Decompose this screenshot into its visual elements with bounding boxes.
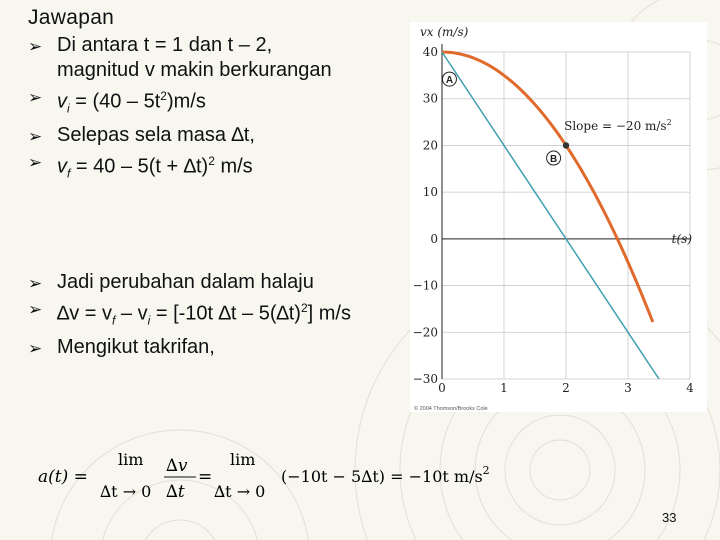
bullet-text: )m/s — [166, 90, 206, 113]
limit-symbol-1: lim — [118, 450, 144, 469]
fraction-numerator: ∆v — [166, 456, 188, 476]
subscript: f — [112, 313, 116, 328]
slope-annotation: Slope = −20 $m/s^2$ — [564, 118, 672, 134]
bullet-text: Mengikut takrifan, — [57, 335, 215, 358]
chart-svg — [410, 22, 707, 412]
subscript: f — [67, 166, 71, 181]
bullet-text: = 40 – 5(t + ∆t) — [70, 155, 209, 178]
arrow-bullet-icon: ➢ — [28, 37, 43, 56]
superscript: 2 — [300, 301, 308, 315]
limit-subscript-1: ∆t → 0 — [100, 482, 152, 501]
arrow-bullet-icon: ➢ — [28, 338, 43, 358]
equation-lhs: a(t) = — [38, 467, 88, 487]
bullet-item — [24, 84, 354, 122]
marker-a-label: A — [445, 75, 454, 87]
arrow-bullet-icon: ➢ — [28, 152, 43, 172]
subscript: i — [67, 101, 70, 116]
bullet-text: v — [57, 155, 67, 178]
superscript: 2 — [160, 89, 167, 103]
marker-b-label: B — [549, 154, 558, 166]
x-axis-label: t(s) — [671, 232, 692, 246]
velocity-curve — [442, 52, 653, 322]
chart-marks — [442, 72, 671, 165]
x-tick-label: 4 — [686, 381, 694, 395]
velocity-time-graph — [410, 22, 707, 412]
x-tick-label: 3 — [624, 381, 632, 395]
arrow-bullet-icon: ➢ — [28, 274, 43, 293]
bullet-item — [24, 296, 354, 334]
y-axis-label: vx (m/s) — [420, 25, 469, 39]
bullet-text: – v — [115, 302, 148, 325]
bullet-text: v — [57, 90, 67, 113]
x-tick-label: 2 — [562, 381, 570, 395]
y-tick-label: 30 — [422, 91, 438, 106]
arrow-bullet-icon: ➢ — [28, 88, 43, 107]
fraction-denominator: ∆t — [166, 482, 185, 502]
bullet-item — [24, 335, 354, 360]
x-tick-label: 1 — [500, 381, 508, 395]
bullet-text: Jadi perubahan dalam halaju — [57, 271, 314, 293]
bullet-item — [24, 123, 354, 148]
bullet-text: = [-10t ∆t – 5(∆t) — [150, 302, 301, 325]
bullet-text: ∆v = v — [57, 302, 113, 325]
slide-title: Jawapan — [28, 6, 115, 29]
figure-credit: © 2004 Thomson/Brooks Cole — [414, 406, 488, 412]
point-b-dot — [563, 142, 569, 148]
bullet-text: Di antara t = 1 dan t – 2, magnitud v makin berkurangan — [57, 34, 332, 81]
y-tick-label: −10 — [412, 278, 438, 293]
bullet-item — [24, 149, 354, 187]
limit-symbol-2: lim — [230, 450, 256, 469]
equation-rhs: (−10t − 5∆t) = −10t $m/s^2$ — [281, 464, 490, 486]
bullet-item — [24, 270, 354, 295]
equation-svg — [38, 448, 518, 508]
chart-series — [442, 52, 659, 379]
y-tick-label: −20 — [412, 325, 438, 340]
subscript: i — [147, 313, 151, 328]
equals-sign: = — [198, 467, 213, 487]
bullet-item — [24, 33, 354, 83]
arrow-bullet-icon: ➢ — [28, 126, 43, 146]
bullet-text: = (40 – 5t — [69, 90, 161, 113]
y-tick-label: 40 — [422, 45, 438, 59]
chart-grid — [442, 52, 690, 379]
limit-subscript-2: ∆t → 0 — [214, 482, 266, 501]
y-tick-label: −30 — [412, 372, 438, 386]
x-tick-label: 0 — [438, 381, 446, 395]
acceleration-equation — [38, 448, 518, 508]
tangent-line — [442, 52, 659, 379]
bullet-text: ] m/s — [307, 302, 351, 325]
bullet-list-bottom — [24, 270, 354, 361]
bullet-text: Selepas sela masa ∆t, — [57, 123, 255, 146]
y-tick-label: 10 — [422, 185, 438, 200]
arrow-bullet-icon: ➢ — [28, 300, 43, 319]
superscript: 2 — [208, 153, 215, 168]
bullet-text: m/s — [214, 155, 253, 178]
y-tick-label: 0 — [430, 231, 438, 246]
bullet-list-top — [24, 33, 354, 187]
y-tick-label: 20 — [422, 138, 438, 153]
slide-number: 33 — [662, 510, 677, 525]
